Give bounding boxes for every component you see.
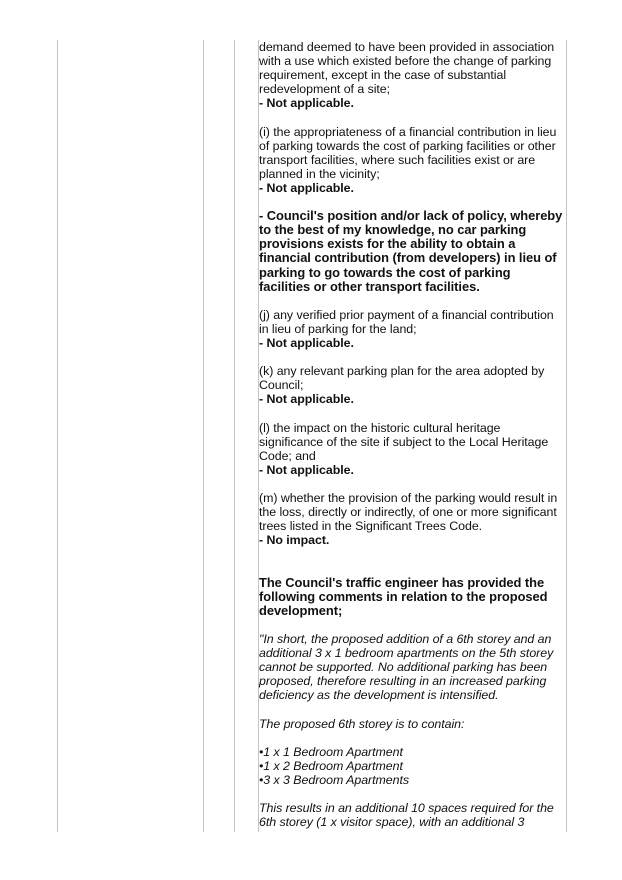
list-intro-text: The proposed 6th storey is to contain:	[259, 716, 465, 731]
criterion-block-i	[259, 125, 565, 195]
spacer	[259, 561, 565, 575]
table-column-line-right	[566, 40, 567, 832]
criterion-text: (k) any relevant parking plan for the area adopted by Council;	[259, 364, 545, 393]
quote-intro-text: "In short, the proposed addition of a 6th storey and an additional 3 x 1 bedroom apartments on the 5th storey cannot be supported. No additional parking has been proposed, therefore resulting in an increased parking deficiency as the development is intensified.	[259, 631, 554, 703]
criterion-text: (m) whether the provision of the parking would result in the loss, directly or indirectly, of one or more significant trees listed in the Significant Trees Code.	[259, 491, 558, 534]
criterion-block-k	[259, 364, 565, 406]
criterion-response: - Not applicable.	[259, 335, 354, 350]
engineer-heading-block	[259, 576, 565, 618]
table-column-line-2	[203, 40, 204, 832]
quote-closing-text: This results in an additional 10 spaces required for the 6th storey (1 x visitor space), with an additional 3	[259, 801, 554, 830]
apartment-list	[259, 745, 565, 787]
criterion-block	[259, 40, 565, 110]
engineer-quote-intro	[259, 632, 565, 702]
list-item: •3 x 3 Bedroom Apartments	[259, 772, 410, 787]
assessment-text-cell	[259, 40, 565, 843]
criterion-text: (j) any verified prior payment of a financial contribution in lieu of parking for the land;	[259, 307, 554, 336]
criterion-text: (i) the appropriateness of a financial contribution in lieu of parking towards the cost of parking facilities or other transport facilities, where such facilities exist or are planned in the vicinity;	[259, 124, 557, 181]
table-column-line-3	[234, 40, 235, 832]
list-item: •1 x 1 Bedroom Apartment	[259, 744, 403, 759]
list-item: •1 x 2 Bedroom Apartment	[259, 758, 403, 773]
criterion-response: - Not applicable.	[259, 180, 354, 195]
criterion-response: - Not applicable.	[259, 96, 354, 111]
council-position-note	[259, 209, 565, 294]
criterion-response: - No impact.	[259, 533, 330, 548]
council-position-text: - Council's position and/or lack of policy, whereby to the best of my knowledge, no car parking provisions exists for the ability to obtain a financial contribution (from developers) in lieu of parking to go towards the cost of parking facilities or other transport facilities.	[259, 208, 563, 294]
criterion-response: - Not applicable.	[259, 392, 354, 407]
engineer-heading: The Council's traffic engineer has provided the following comments in relation to the proposed development;	[259, 574, 548, 618]
criterion-block-j	[259, 308, 565, 350]
table-column-line-left	[57, 40, 58, 832]
criterion-block-l	[259, 421, 565, 477]
criterion-text: (l) the impact on the historic cultural heritage significance of the site if subject to the Local Heritage Code; and	[259, 420, 549, 463]
criterion-text: demand deemed to have been provided in association with a use which existed before the change of parking requirement, except in the case of substantial redevelopment of a site;	[259, 40, 555, 97]
quote-closing	[259, 801, 565, 829]
storey-list-intro	[259, 717, 565, 731]
criterion-block-m	[259, 491, 565, 547]
criterion-response: - Not applicable.	[259, 462, 354, 477]
